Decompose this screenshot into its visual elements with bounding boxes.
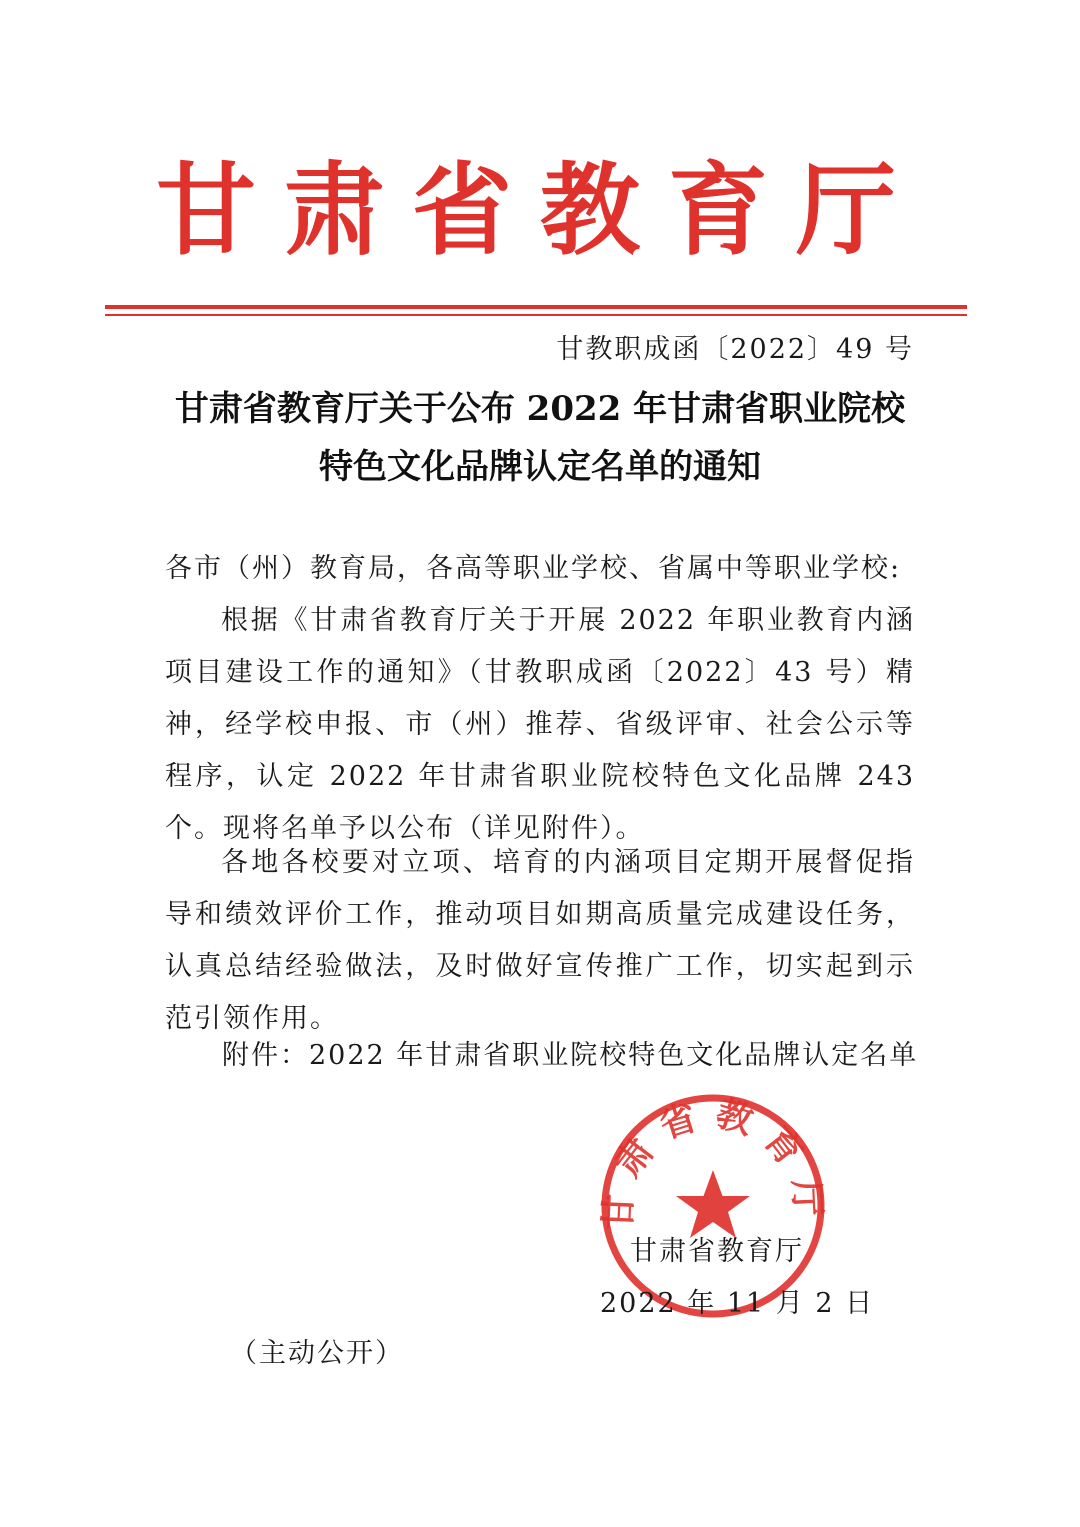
header-divider-thin [105, 314, 967, 316]
body-paragraph-2: 各地各校要对立项、培育的内涵项目定期开展督促指导和绩效评价工作，推动项目如期高质量完成建设任务，认真总结经验做法，及时做好宣传推广工作，切实起到示范引领作用。 [165, 847, 915, 1034]
signing-agency: 甘肃省教育厅 [630, 1236, 804, 1267]
attachment-line: 附件：2022 年甘肃省职业院校特色文化品牌认定名单 [222, 1040, 919, 1071]
header-divider-thick [105, 305, 967, 309]
disclosure-status: （主动公开） [230, 1338, 404, 1369]
document-title-line-2: 特色文化品牌认定名单的通知 [319, 447, 761, 487]
seal-text: 甘肃省教育厅 [597, 1092, 829, 1231]
document-number: 甘教职成函〔2022〕49 号 [556, 334, 914, 365]
document-title [120, 380, 960, 496]
agency-header-title: 甘肃省教育厅 [156, 151, 924, 269]
signing-date: 2022 年 11 月 2 日 [600, 1288, 875, 1319]
seal-star-icon [676, 1170, 750, 1238]
body-paragraph-1: 根据《甘肃省教育厅关于开展 2022 年职业教育内涵项目建设工作的通知》（甘教职成函〔2022〕43 号）精神，经学校申报、市（州）推荐、省级评审、社会公示等程序，认定 2022 年甘肃省职业院校特色文化品牌 243 个。现将名单予以公布（详见附件）。 [165, 605, 915, 844]
salutation: 各市（州）教育局，各高等职业学校、省属中等职业学校: [165, 553, 902, 584]
document-title-line-1: 甘肃省教育厅关于公布 2022 年甘肃省职业院校 [174, 389, 906, 429]
